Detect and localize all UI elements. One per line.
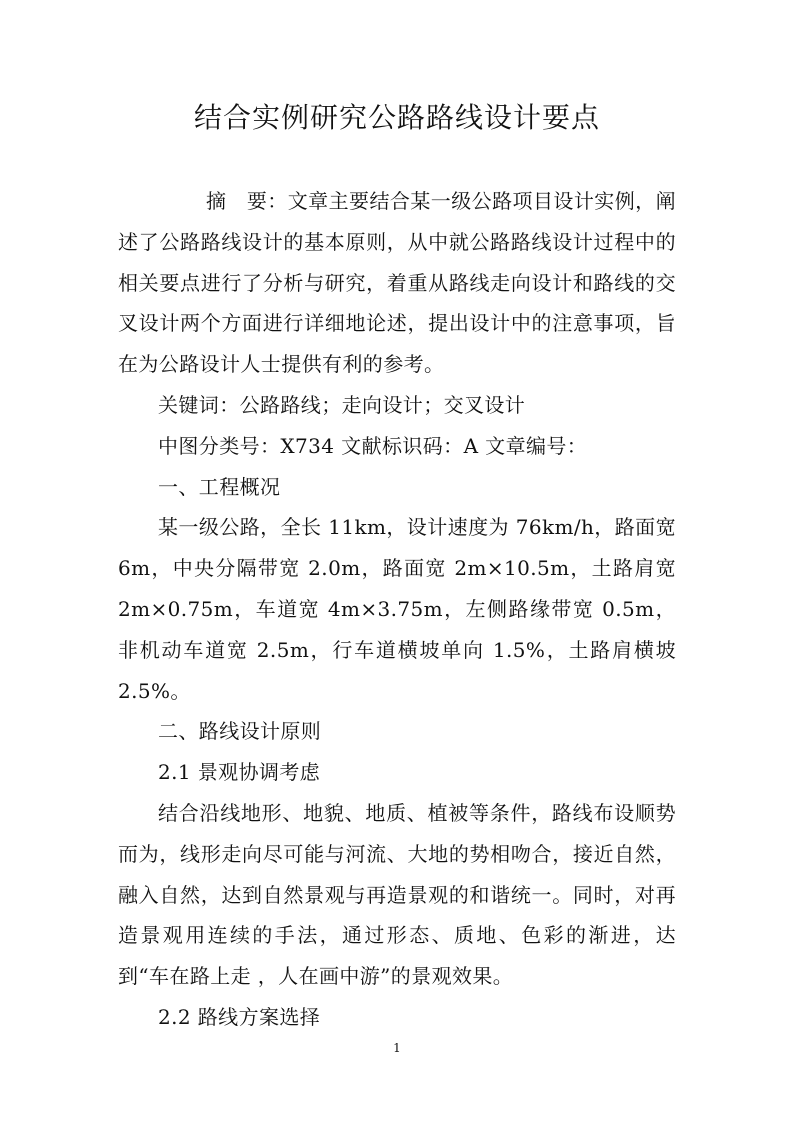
keywords-line: 关键词：公路路线；走向设计；交叉设计 [158,392,526,417]
document-body [118,181,676,1038]
subsection-heading-2-1: 2.1 景观协调考虑 [158,760,321,785]
abstract-paragraph: 摘 要：文章主要结合某一级公路项目设计实例，阐述了公路路线设计的基本原则，从中就公路路线设计过程中的相关要点进行了分析与研究，着重从路线走向设计和路线的交叉设计两个方面进行详细地论述，提出设计中的注意事项，旨在为公路设计人士提供有利的参考。 [118,189,676,377]
subsection-heading-2-2: 2.2 路线方案选择 [158,1004,321,1029]
document-title: 结合实例研究公路路线设计要点 [193,101,600,134]
classification-line: 中图分类号：X734 文献标识码：A 文章编号： [158,433,588,458]
section-heading-2: 二、路线设计原则 [158,719,322,744]
page-number: 1 [393,1041,401,1055]
section-heading-1: 一、工程概况 [158,474,281,499]
section-1-paragraph: 某一级公路，全长 11km，设计速度为 76km/h，路面宽 6m，中央分隔带宽 2.0m，路面宽 2m×10.5m，土路肩宽 2m×0.75m，车道宽 4m×3.75m，左侧路缘带宽 0.5m，非机动车道宽 2.5m，行车道横坡单向 1.5%，土路肩横坡 2.5%。 [118,515,676,703]
section-2-1-paragraph: 结合沿线地形、地貌、地质、植被等条件，路线布设顺势而为，线形走向尽可能与河流、大地的势相吻合，接近自然，融入自然，达到自然景观与再造景观的和谐统一。同时，对再造景观用连续的手法，通过形态、质地、色彩的渐进，达到“车在路上走 ，人在画中游”的景观效果。 [118,800,676,989]
